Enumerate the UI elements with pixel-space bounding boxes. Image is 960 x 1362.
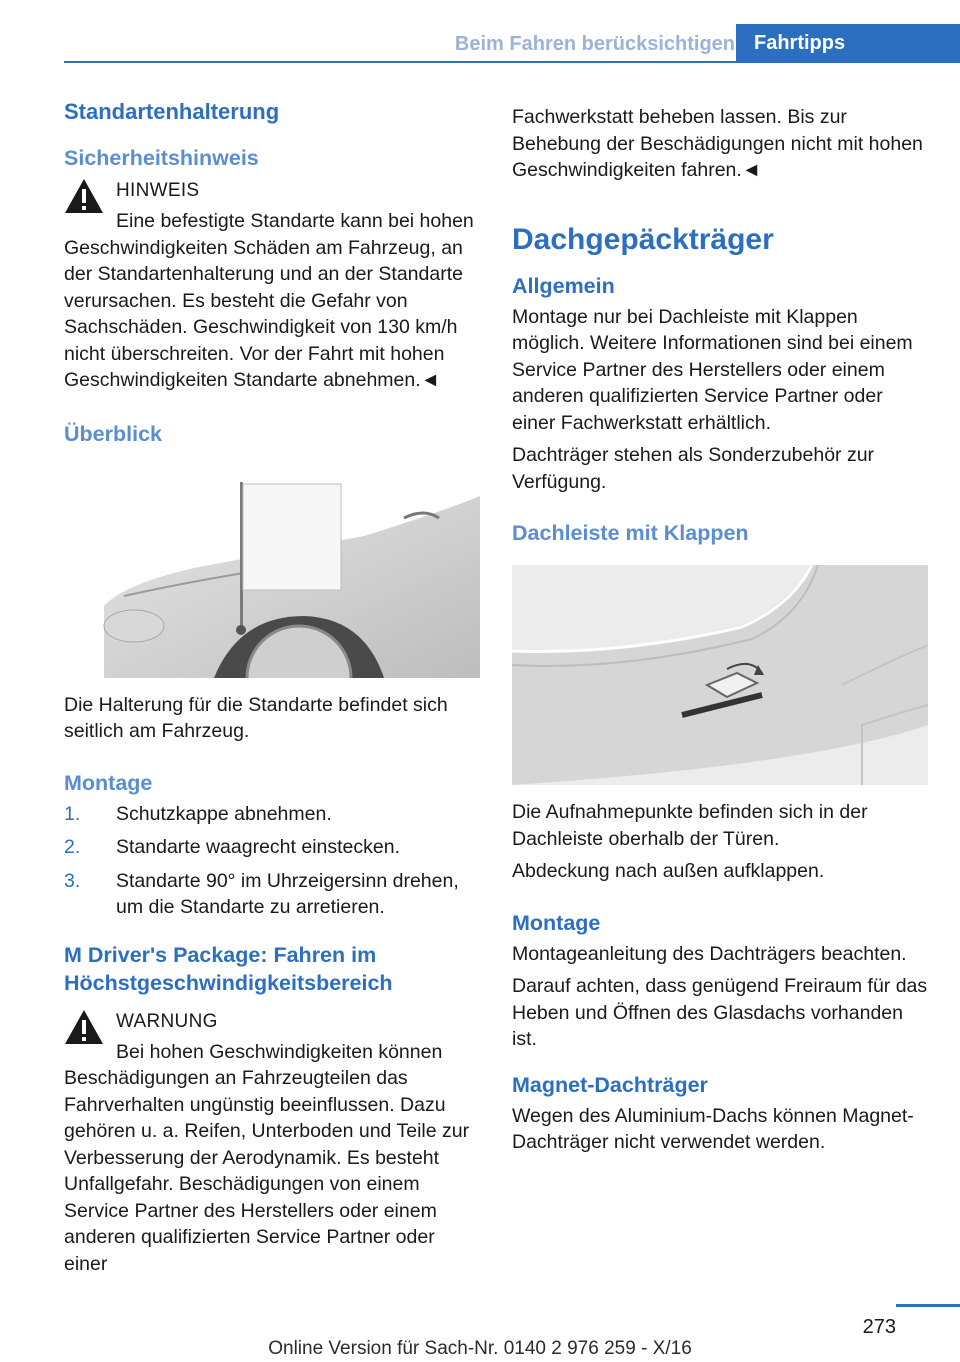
heading-dachleiste-mit-klappen: Dachleiste mit Klappen [512, 521, 749, 545]
heading-m-drivers-package: M Driver's Package: Fahren im Höchstgeschwindigkeitsbereich [64, 942, 393, 995]
step-item: 1. Schutzkappe abnehmen. [64, 802, 332, 825]
car-fender-flag-illustration [64, 466, 480, 678]
montage-text-2: Darauf achten, dass genügend Freiraum für das Heben und Öffnen des Glasdachs vorhanden ist. [512, 975, 928, 1050]
magnet-text: Wegen des Aluminium-Dachs können Magnet-Dachträger nicht verwendet werden. [512, 1104, 914, 1153]
heading-ueberblick: Überblick [64, 421, 162, 446]
footer-online-version: Online Version für Sach-Nr. 0140 2 976 259 - X/16 [268, 1338, 692, 1359]
heading-allgemein: Allgemein [512, 273, 615, 298]
header-chapter-tab: Fahrtipps [736, 24, 960, 62]
page-header [0, 0, 960, 64]
heading-montage-right: Montage [512, 910, 601, 935]
page-number: 273 [862, 1316, 896, 1338]
header-rule [64, 61, 960, 63]
heading-magnet-dachtraeger: Magnet-Dachträger [512, 1072, 708, 1097]
figure-caption-flag: Die Halterung für die Standarte befindet sich seitlich am Fahrzeug. [64, 693, 448, 742]
heading-montage-left: Montage [64, 770, 153, 795]
warning-triangle-icon [64, 1009, 104, 1045]
figure-caption-roof-2: Abdeckung nach außen aufklappen. [512, 860, 825, 882]
header-section-title: Beim Fahren berücksichtigen [454, 33, 735, 55]
hinweis-text: Eine befestigte Standarte kann bei hohen Geschwindigkeiten Schäden am Fahrzeug, an der Standartenhalterung und an der Standarte verursachen. Es besteht die Gefahr von Sachschäden. Geschwindigkeit von 130 km/h nicht überschreiten. Vor der Fahrt mit hohen Geschwindigkeiten Standarte abnehmen.◄ [64, 210, 474, 391]
warnung-title: WARNUNG [116, 1010, 218, 1032]
warnung-continued-text: Fachwerkstatt beheben lassen. Bis zur Behebung der Beschädigungen nicht mit hohen Geschwindigkeiten fahren.◄ [512, 106, 923, 181]
right-column [512, 98, 928, 1162]
warnung-text: Bei hohen Geschwindigkeiten können Beschädigungen an Fahrzeugteilen das Fahrverhalten ungünstig beeinflussen. Dazu gehören u. a. Reifen, Unterboden und Teile zur Verbesserung der Aerodynamik. Es besteht Unfallgefahr. Beschädigungen von einem Service Partner des Herstellers oder einem anderen qualifizierten Service Partner oder einer [64, 1040, 470, 1275]
warning-triangle-icon [64, 178, 104, 214]
step-item: 2. Standarte waagrecht einstecken. [64, 836, 401, 858]
figure-caption-roof-1: Die Aufnahmepunkte befinden sich in der Dachleiste oberhalb der Türen. [512, 801, 868, 850]
roof-rail-illustration [512, 565, 928, 785]
allgemein-text-2: Dachträger stehen als Sonderzubehör zur Verfügung. [512, 444, 875, 493]
hinweis-title: HINWEIS [116, 180, 200, 201]
left-column [64, 98, 480, 1277]
warnung-box [64, 1009, 480, 1278]
allgemein-text-1: Montage nur bei Dachleiste mit Klappen möglich. Weitere Informationen sind bei einem Service Partner des Herstellers oder einem anderen qualifizierten Service Partner oder einer Fachwerkstatt erhältlich. [512, 305, 913, 434]
heading-sicherheitshinweis: Sicherheitshinweis [64, 146, 259, 170]
figure-flag-holder [64, 466, 480, 678]
footer-rule [896, 1304, 960, 1307]
heading-dachgepaecktraeger: Dachgepäckträger [512, 222, 774, 256]
hinweis-box [64, 178, 480, 394]
montage-text-1: Montageanleitung des Dachträgers beachten. [512, 942, 907, 965]
figure-roof-rail [512, 565, 928, 785]
step-item: 3. Standarte 90° im Uhrzeigersinn drehen, um die Standarte zu arretieren. [64, 869, 459, 918]
heading-standartenhalterung: Standartenhalterung [64, 99, 280, 124]
montage-steps [64, 801, 480, 921]
